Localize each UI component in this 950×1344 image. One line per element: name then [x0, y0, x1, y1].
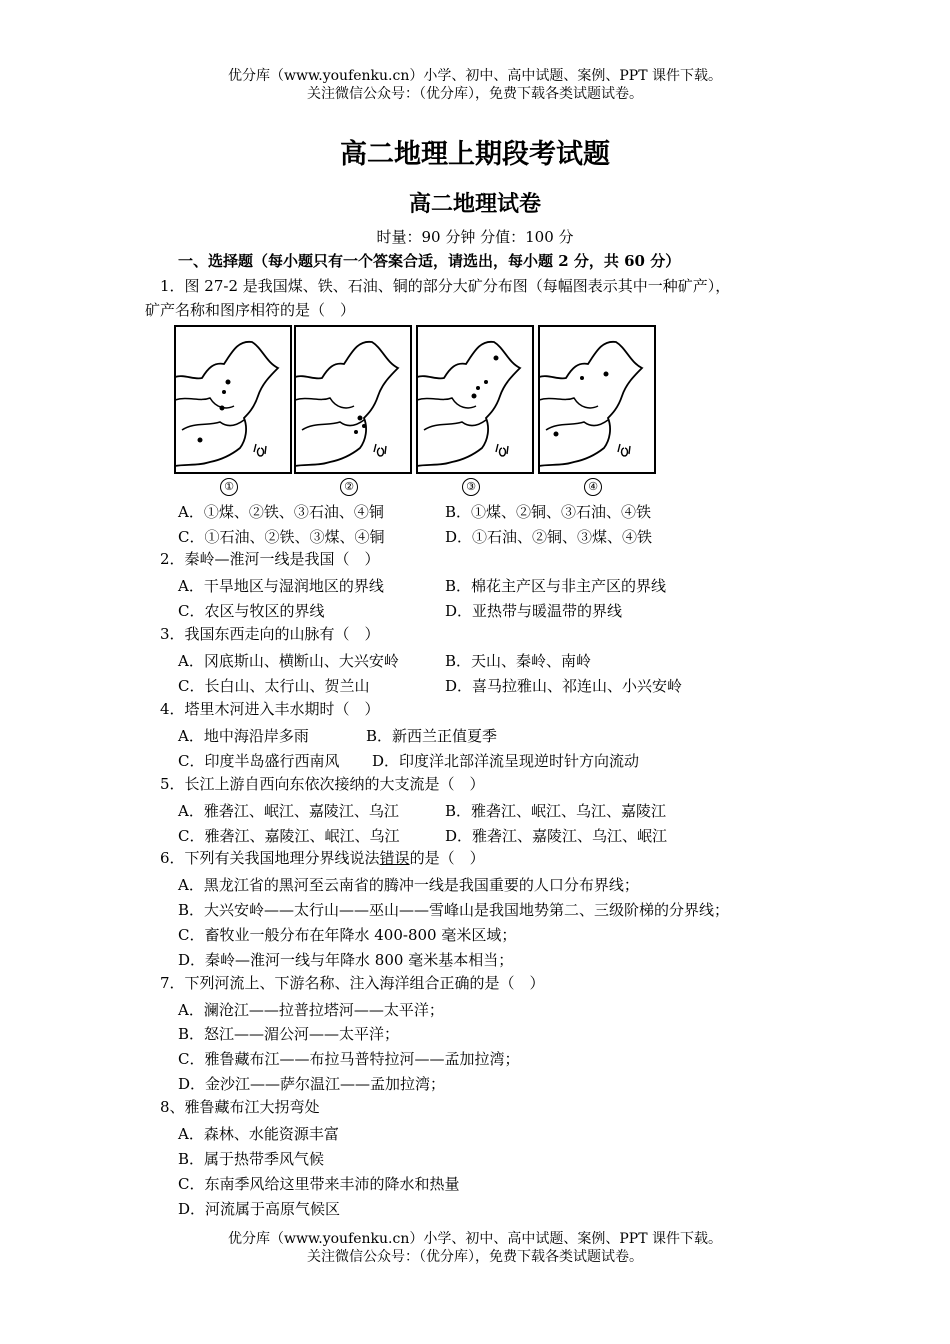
header-line-2: 关注微信公众号：（优分库），免费下载各类试题试卷。 — [307, 86, 643, 102]
q5-stem: 5．长江上游自西向东依次接纳的大支流是（ ） — [160, 775, 485, 793]
footer-line-1: 优分库（www.youfenku.cn）小学、初中、高中试题、案例、PPT 课件下载。 — [227, 1231, 722, 1247]
q7-option-c[interactable]: C．雅鲁藏布江——布拉马普特拉河——孟加拉湾； — [178, 1050, 520, 1068]
q1-option-b[interactable]: B．①煤、②铜、③石油、④铁 — [445, 503, 652, 521]
q3-option-a[interactable]: A．冈底斯山、横断山、大兴安岭 — [178, 652, 399, 670]
q6-option-d[interactable]: D．秦岭—淮河一线与年降水 800 毫米基本相当； — [178, 951, 514, 969]
q6-stem-emphasis: 错误 — [379, 849, 410, 867]
q1-map-figure — [174, 322, 660, 497]
q6-stem-pre: 6．下列有关我国地理分界线说法 — [160, 849, 380, 867]
q2-option-d[interactable]: D．亚热带与暖温带的界线 — [445, 602, 623, 620]
q7-stem: 7．下列河流上、下游名称、注入海洋组合正确的是（ ） — [160, 974, 545, 992]
q1-stem-line-1: 1．图 27-2 是我国煤、铁、石油、铜的部分大矿分布图（每幅图表示其中一种矿产）， — [160, 277, 731, 295]
q8-option-c[interactable]: C．东南季风给这里带来丰沛的降水和热量 — [178, 1175, 460, 1193]
q4-option-a[interactable]: A．地中海沿岸多雨 — [178, 727, 309, 745]
q7-option-a[interactable]: A．澜沧江——拉普拉塔河——太平洋； — [178, 1001, 444, 1019]
q6-option-a[interactable]: A．黑龙江省的黑河至云南省的腾冲一线是我国重要的人口分布界线； — [178, 876, 639, 894]
q1-option-d[interactable]: D．①石油、②铜、③煤、④铁 — [445, 528, 653, 546]
map-1 — [174, 322, 292, 497]
q4-stem: 4．塔里木河进入丰水期时（ ） — [160, 700, 380, 718]
q8-option-d[interactable]: D．河流属于高原气候区 — [178, 1200, 341, 1218]
exam-meta: 时量：90 分钟 分值：100 分 — [376, 228, 574, 246]
map-4 — [538, 322, 656, 497]
map-3-label: ③ — [462, 478, 480, 496]
map-2 — [294, 322, 412, 497]
q4-option-b[interactable]: B．新西兰正值夏季 — [366, 727, 498, 745]
q6-option-c[interactable]: C．畜牧业一般分布在年降水 400-800 毫米区域； — [178, 926, 517, 944]
header-line-1: 优分库（www.youfenku.cn）小学、初中、高中试题、案例、PPT 课件下载。 — [227, 68, 722, 84]
q7-option-b[interactable]: B．怒江——湄公河——太平洋； — [178, 1025, 400, 1043]
q6-stem — [160, 848, 485, 868]
map-3 — [416, 322, 534, 497]
q5-option-c[interactable]: C．雅砻江、嘉陵江、岷江、乌江 — [178, 827, 400, 845]
q2-option-b[interactable]: B．棉花主产区与非主产区的界线 — [445, 577, 667, 595]
q5-option-d[interactable]: D．雅砻江、嘉陵江、乌江、岷江 — [445, 827, 668, 845]
q3-option-c[interactable]: C．长白山、太行山、贺兰山 — [178, 677, 370, 695]
exam-subtitle: 高二地理试卷 — [408, 191, 541, 217]
q3-stem: 3．我国东西走向的山脉有（ ） — [160, 625, 380, 643]
q4-option-d[interactable]: D．印度洋北部洋流呈现逆时针方向流动 — [372, 752, 640, 770]
q8-stem: 8、雅鲁藏布江大拐弯处 — [160, 1098, 320, 1116]
q3-option-d[interactable]: D．喜马拉雅山、祁连山、小兴安岭 — [445, 677, 683, 695]
q4-option-c[interactable]: C．印度半岛盛行西南风 — [178, 752, 340, 770]
section-heading: 一、选择题（每小题只有一个答案合适，请选出，每小题 2 分，共 60 分） — [178, 252, 681, 270]
map-4-label: ④ — [584, 478, 602, 496]
q2-option-c[interactable]: C．农区与牧区的界线 — [178, 602, 325, 620]
q1-stem-line-2: 矿产名称和图序相符的是（ ） — [145, 301, 356, 319]
q7-option-d[interactable]: D．金沙江——萨尔温江——孟加拉湾； — [178, 1075, 446, 1093]
map-2-label: ② — [340, 478, 358, 496]
q5-option-b[interactable]: B．雅砻江、岷江、乌江、嘉陵江 — [445, 802, 667, 820]
q5-option-a[interactable]: A．雅砻江、岷江、嘉陵江、乌江 — [178, 802, 399, 820]
q3-option-b[interactable]: B．天山、秦岭、南岭 — [445, 652, 592, 670]
q8-option-b[interactable]: B．属于热带季风气候 — [178, 1150, 325, 1168]
q6-stem-post: 的是（ ） — [409, 849, 485, 867]
footer-line-2: 关注微信公众号：（优分库），免费下载各类试题试卷。 — [307, 1249, 643, 1265]
q8-option-a[interactable]: A．森林、水能资源丰富 — [178, 1125, 339, 1143]
q6-option-b[interactable]: B．大兴安岭——太行山——巫山——雪峰山是我国地势第二、三级阶梯的分界线； — [178, 901, 730, 919]
q1-option-c[interactable]: C．①石油、②铁、③煤、④铜 — [178, 528, 385, 546]
exam-title: 高二地理上期段考试题 — [340, 139, 610, 170]
q2-stem: 2．秦岭—淮河一线是我国（ ） — [160, 550, 380, 568]
map-1-label: ① — [220, 478, 238, 496]
q1-option-a[interactable]: A．①煤、②铁、③石油、④铜 — [178, 503, 384, 521]
q2-option-a[interactable]: A．干旱地区与湿润地区的界线 — [178, 577, 384, 595]
